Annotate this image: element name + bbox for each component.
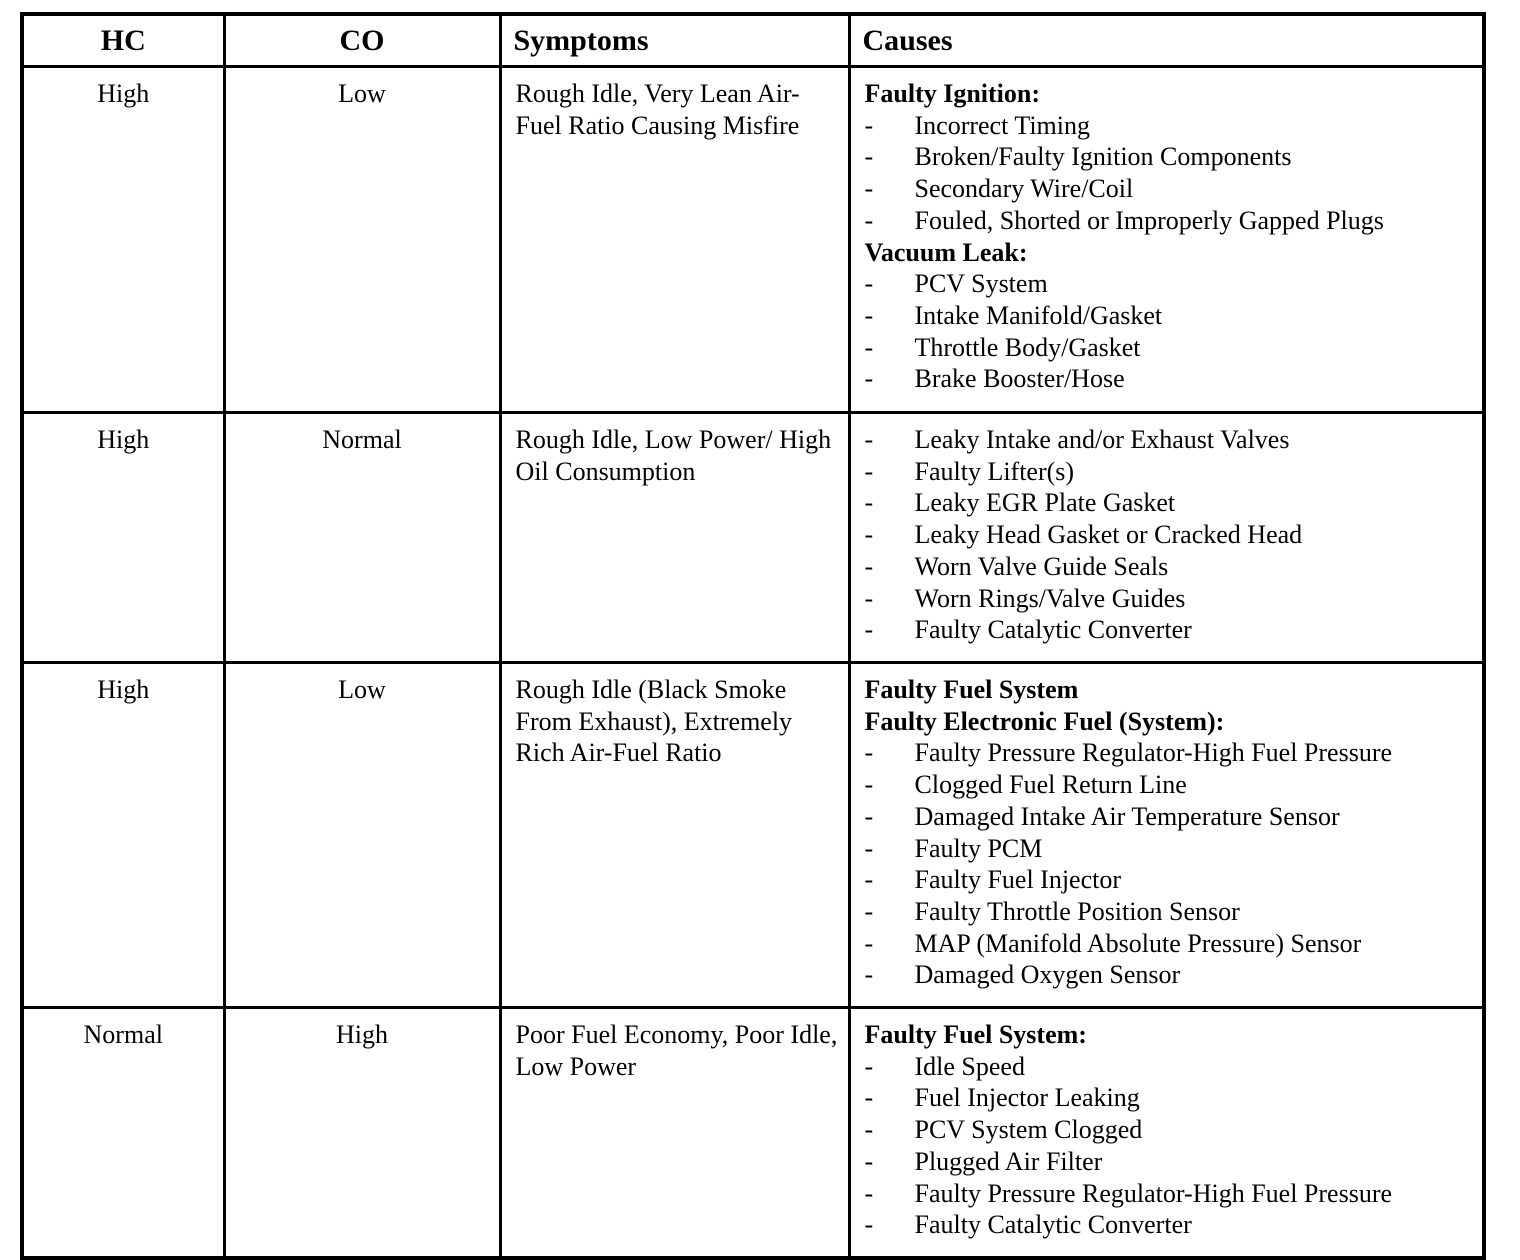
dash-bullet: - xyxy=(864,456,874,486)
dash-bullet: - xyxy=(864,1178,874,1208)
dash-bullet: - xyxy=(864,332,874,362)
cause-item xyxy=(865,1209,1475,1241)
cause-item xyxy=(865,519,1475,551)
dash-bullet: - xyxy=(864,583,874,613)
dash-bullet: - xyxy=(864,1210,874,1240)
co-cell: High xyxy=(224,1008,500,1259)
cause-item xyxy=(865,583,1475,615)
dash-bullet: - xyxy=(864,801,874,831)
cause-text: Faulty Throttle Position Sensor xyxy=(914,896,1240,926)
cause-item xyxy=(865,614,1475,646)
cause-text: Faulty PCM xyxy=(914,833,1043,863)
cause-item xyxy=(865,332,1475,364)
symptoms-cell: Rough Idle, Very Lean Air-Fuel Ratio Causing Misfire xyxy=(500,67,849,413)
cause-text: Leaky EGR Plate Gasket xyxy=(914,488,1176,518)
dash-bullet: - xyxy=(864,269,874,299)
cause-text: Faulty Lifter(s) xyxy=(914,456,1075,486)
hc-cell: Normal xyxy=(22,1008,224,1259)
dash-bullet: - xyxy=(864,205,874,235)
dash-bullet: - xyxy=(864,770,874,800)
header-co: CO xyxy=(224,14,500,67)
dash-bullet: - xyxy=(864,833,874,863)
table-row xyxy=(22,413,1484,663)
cause-text: Faulty Fuel Injector xyxy=(914,865,1122,895)
cause-text: Secondary Wire/Coil xyxy=(914,174,1134,204)
cause-item xyxy=(865,896,1475,928)
dash-bullet: - xyxy=(864,865,874,895)
dash-bullet: - xyxy=(864,1115,874,1145)
cause-item xyxy=(865,300,1475,332)
cause-text: PCV System Clogged xyxy=(914,1115,1143,1145)
header-row xyxy=(22,14,1484,67)
dash-bullet: - xyxy=(864,364,874,394)
cause-heading: Faulty Fuel System xyxy=(864,675,1079,704)
co-cell: Low xyxy=(224,663,500,1008)
cause-text: Worn Valve Guide Seals xyxy=(914,551,1169,581)
cause-text: PCV System xyxy=(914,269,1048,299)
cause-item xyxy=(865,456,1475,488)
causes-cell xyxy=(849,67,1484,413)
cause-text: Leaky Head Gasket or Cracked Head xyxy=(914,520,1303,550)
cause-item xyxy=(865,769,1475,801)
cause-item xyxy=(865,737,1475,769)
cause-heading: Vacuum Leak: xyxy=(864,237,1028,267)
symptoms-cell: Rough Idle (Black Smoke From Exhaust), Extremely Rich Air-Fuel Ratio xyxy=(500,663,849,1008)
cause-text: Broken/Faulty Ignition Components xyxy=(914,142,1292,172)
cause-text: Fuel Injector Leaking xyxy=(914,1083,1140,1113)
causes-cell xyxy=(849,663,1484,1008)
header-causes: Causes xyxy=(849,14,1484,67)
cause-item xyxy=(865,363,1475,395)
cause-item xyxy=(865,1051,1475,1083)
cause-item xyxy=(865,1082,1475,1114)
dash-bullet: - xyxy=(864,488,874,518)
dash-bullet: - xyxy=(864,928,874,958)
dash-bullet: - xyxy=(864,174,874,204)
dash-bullet: - xyxy=(864,896,874,926)
cause-item xyxy=(865,141,1475,173)
cause-text: Brake Booster/Hose xyxy=(914,364,1125,394)
cause-item xyxy=(865,205,1475,237)
hc-cell: High xyxy=(22,67,224,413)
cause-text: Leaky Intake and/or Exhaust Valves xyxy=(914,425,1290,454)
table-row xyxy=(22,1008,1484,1259)
cause-item xyxy=(865,173,1475,205)
dash-bullet: - xyxy=(864,551,874,581)
cause-text: Incorrect Timing xyxy=(914,110,1090,140)
cause-text: Clogged Fuel Return Line xyxy=(914,770,1187,800)
dash-bullet: - xyxy=(864,1051,874,1081)
cause-item xyxy=(865,928,1475,960)
co-cell: Normal xyxy=(224,413,500,663)
cause-text: Faulty Pressure Regulator-High Fuel Pressure xyxy=(914,738,1393,768)
cause-item xyxy=(865,551,1475,583)
dash-bullet: - xyxy=(864,1146,874,1176)
dash-bullet: - xyxy=(864,1083,874,1113)
hc-cell: High xyxy=(22,413,224,663)
cause-text: Damaged Oxygen Sensor xyxy=(914,960,1181,990)
header-symptoms: Symptoms xyxy=(500,14,849,67)
cause-item xyxy=(865,833,1475,865)
table-row xyxy=(22,67,1484,413)
dash-bullet: - xyxy=(864,300,874,330)
dash-bullet: - xyxy=(864,738,874,768)
symptoms-cell: Poor Fuel Economy, Poor Idle, Low Power xyxy=(500,1008,849,1259)
cause-heading: Faulty Ignition: xyxy=(864,79,1041,108)
dash-bullet: - xyxy=(864,520,874,550)
cause-text: Throttle Body/Gasket xyxy=(914,332,1141,362)
co-cell: Low xyxy=(224,67,500,413)
cause-text: Idle Speed xyxy=(914,1051,1025,1081)
cause-item xyxy=(865,268,1475,300)
cause-text: Faulty Catalytic Converter xyxy=(914,615,1192,645)
dash-bullet: - xyxy=(864,142,874,172)
dash-bullet: - xyxy=(864,425,874,454)
cause-text: Faulty Pressure Regulator-High Fuel Pressure xyxy=(914,1178,1393,1208)
causes-cell xyxy=(849,1008,1484,1259)
dash-bullet: - xyxy=(864,960,874,990)
cause-item xyxy=(865,959,1475,991)
cause-text: Faulty Catalytic Converter xyxy=(914,1210,1192,1240)
dash-bullet: - xyxy=(864,615,874,645)
cause-item xyxy=(865,110,1475,142)
dash-bullet: - xyxy=(864,110,874,140)
symptoms-cell: Rough Idle, Low Power/ High Oil Consumption xyxy=(500,413,849,663)
cause-heading: Faulty Electronic Fuel (System): xyxy=(864,706,1225,736)
cause-item xyxy=(865,801,1475,833)
cause-text: MAP (Manifold Absolute Pressure) Sensor xyxy=(914,928,1362,958)
cause-text: Intake Manifold/Gasket xyxy=(914,300,1163,330)
causes-cell xyxy=(849,413,1484,663)
cause-item xyxy=(865,1146,1475,1178)
cause-heading: Faulty Fuel System: xyxy=(864,1020,1087,1049)
cause-item xyxy=(865,864,1475,896)
cause-item xyxy=(865,1178,1475,1210)
header-hc: HC xyxy=(22,14,224,67)
hc-cell: High xyxy=(22,663,224,1008)
cause-item xyxy=(865,424,1475,456)
table-row xyxy=(22,663,1484,1008)
cause-item xyxy=(865,487,1475,519)
cause-item xyxy=(865,1114,1475,1146)
cause-text: Damaged Intake Air Temperature Sensor xyxy=(914,801,1340,831)
diagnosis-table xyxy=(20,12,1486,1260)
cause-text: Worn Rings/Valve Guides xyxy=(914,583,1186,613)
cause-text: Plugged Air Filter xyxy=(914,1146,1103,1176)
cause-text: Fouled, Shorted or Improperly Gapped Plugs xyxy=(914,205,1384,235)
